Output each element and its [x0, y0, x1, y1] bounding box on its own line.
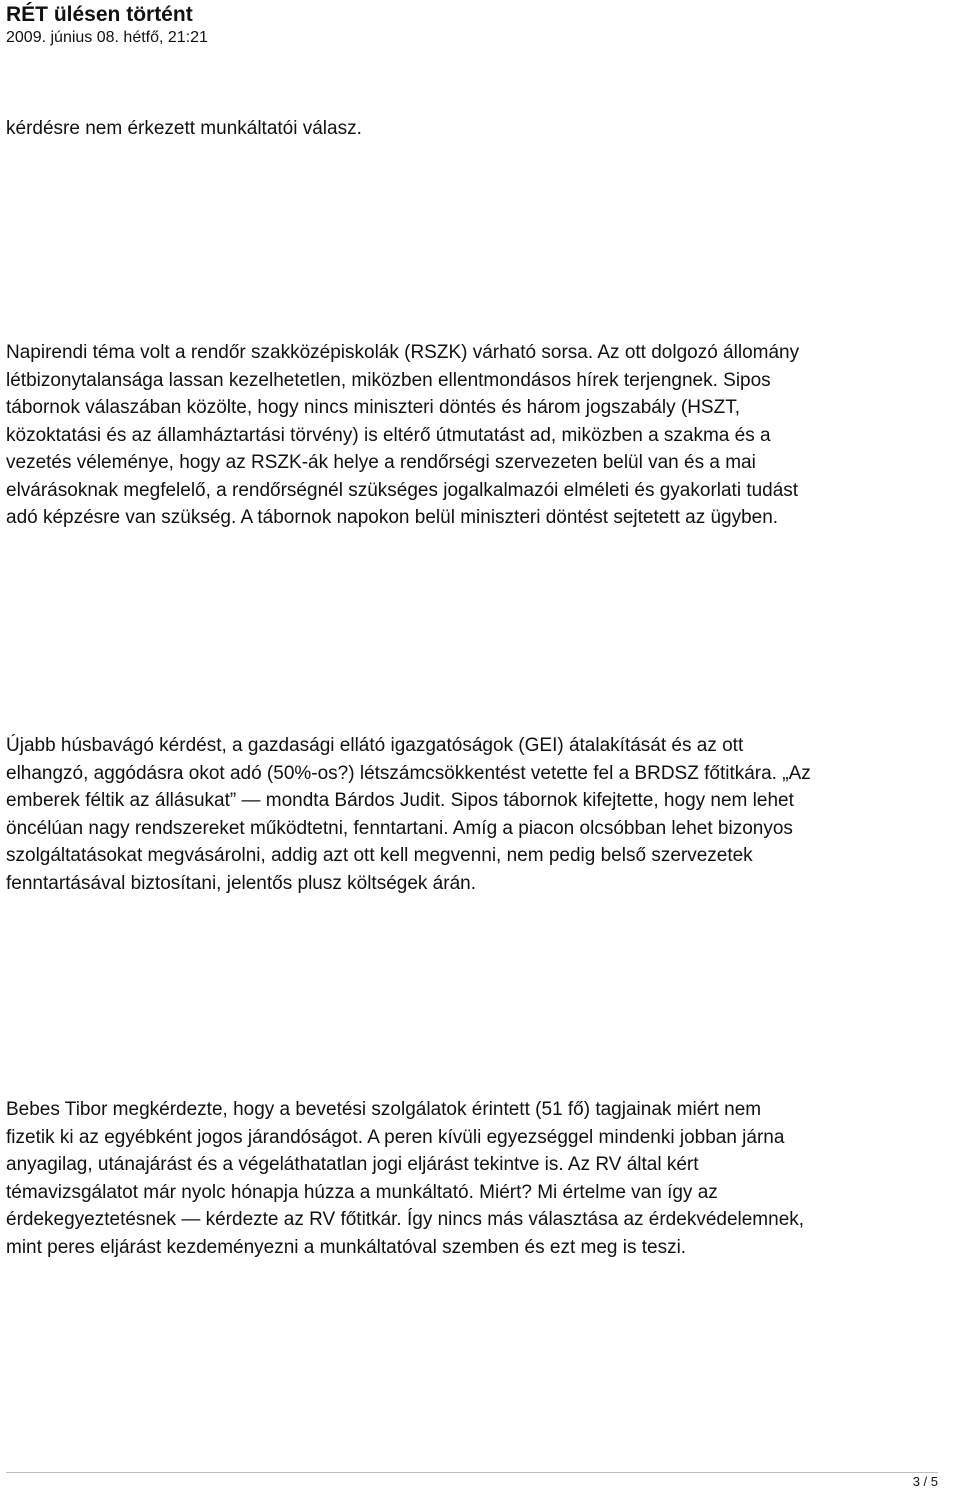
paragraph-line: Napirendi téma volt a rendőr szakközépiskolák (RSZK) várható sorsa. Az ott dolgozó állomány [6, 342, 800, 363]
paragraph-line: témavizsgálatot már nyolc hónapja húzza a munkáltató. Miért? Mi értelme van így az [6, 1181, 718, 1203]
paragraph-line: mint peres eljárást kezdeményezni a munkáltatóval szemben és ezt meg is teszi. [6, 1236, 687, 1258]
paragraph-line: tábornok válaszában közölte, hogy nincs miniszteri döntés és három jogszabály (HSZT, [6, 397, 740, 418]
paragraph-line: fenntartásával biztosítani, jelentős plusz költségek árán. [6, 872, 476, 894]
paragraph-line: vezetés véleménye, hogy az RSZK-ák helye a rendőrségi szervezeten belül van és a mai [6, 452, 756, 473]
paragraph-1 [6, 115, 956, 143]
paragraph-3 [6, 732, 956, 897]
paragraph-line: szolgáltatásokat megvásárolni, addig azt ott kell megvenni, nem pedig belső szervezetek [6, 845, 753, 866]
paragraph-4 [6, 1096, 956, 1261]
paragraph-line: kérdésre nem érkezett munkáltatói válasz. [6, 118, 362, 139]
paragraph-line: Bebes Tibor megkérdezte, hogy a bevetési szolgálatok érintett (51 fő) tagjainak miért nem [6, 1099, 762, 1120]
paragraph-line: anyagilag, utánajárást és a végeláthatatlan jogi eljárást tekintve is. Az RV által kért [6, 1154, 699, 1175]
paragraph-line: érdekegyeztetésnek — kérdezte az RV főtitkár. Így nincs más választása az érdekvédelemnek, [6, 1209, 805, 1230]
paragraph-line: elhangzó, aggódásra okot adó (50%-os?) létszámcsökkentést vetette fel a BRDSZ főtitkára. „Az [6, 762, 811, 784]
article-date: 2009. június 08. hétfő, 21:21 [6, 29, 208, 46]
paragraph-line: Újabb húsbavágó kérdést, a gazdasági ellátó igazgatóságok (GEI) átalakítását és az ott [6, 735, 744, 756]
footer-divider [6, 1472, 938, 1473]
article-title: RÉT ülésen történt [6, 3, 193, 26]
paragraph-line: öncélúan nagy rendszereket működtetni, fenntartani. Amíg a piacon olcsóbban lehet bizonyos [6, 817, 793, 839]
document-header [6, 2, 208, 48]
paragraph-line: létbizonytalansága lassan kezelhetetlen, miközben ellentmondásos hírek terjengnek. Sipos [6, 369, 771, 391]
page-number: 3 / 5 [912, 1474, 938, 1489]
paragraph-line: emberek féltik az állásukat” — mondta Bárdos Judit. Sipos tábornok kifejtette, hogy nem lehet [6, 790, 794, 811]
paragraph-line: adó képzésre van szükség. A tábornok napokon belül miniszteri döntést sejtetett az ügyben. [6, 507, 779, 528]
paragraph-line: fizetik ki az egyébként jogos járandóságot. A peren kívüli egyezséggel mindenki jobban járna [6, 1126, 785, 1148]
paragraph-line: elvárásoknak megfelelő, a rendőrségnél szükséges jogalkalmazói elméleti és gyakorlati tudást [6, 479, 799, 501]
paragraph-2 [6, 339, 956, 532]
paragraph-line: közoktatási és az államháztartási törvény) is eltérő útmutatást ad, miközben a szakma és a [6, 424, 771, 446]
